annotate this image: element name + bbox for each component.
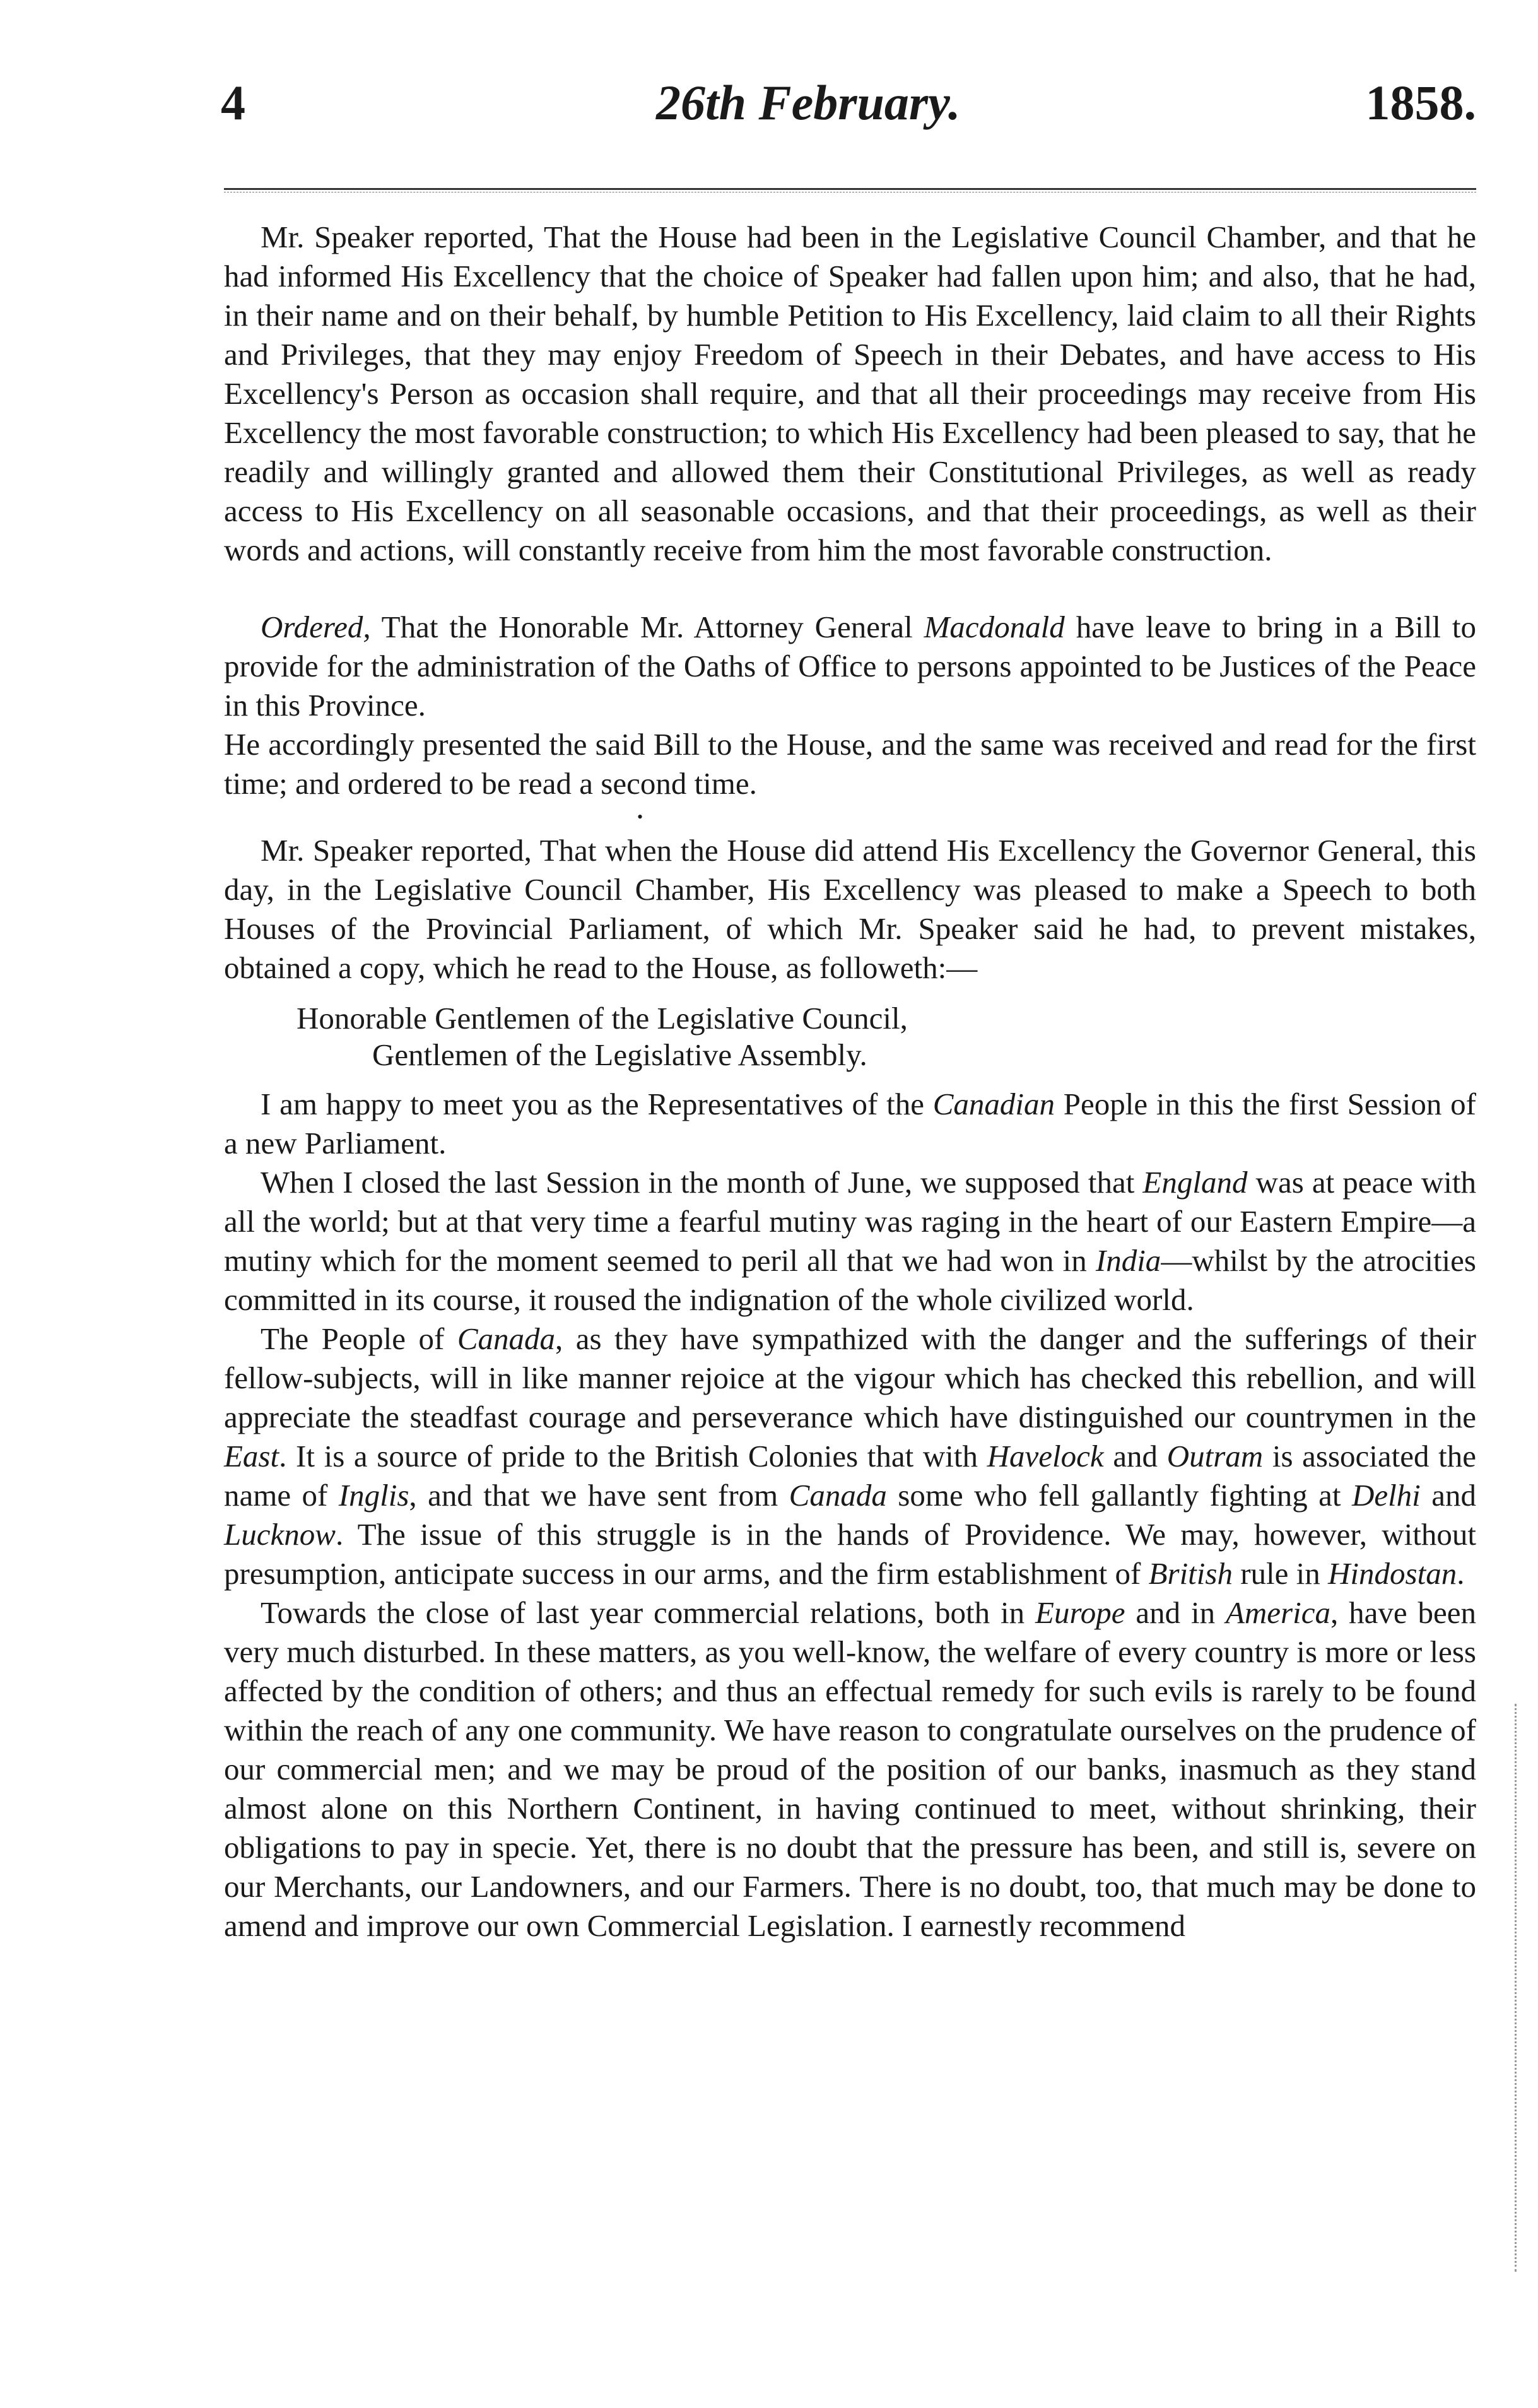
- running-header: [221, 74, 1476, 131]
- speech-text: [224, 1085, 1476, 1945]
- paragraph-bill-presented: He accordingly presented the said Bill to the House, and the same was received and read for the first time; and ordered to be read a second time.: [224, 727, 1476, 801]
- salutation-assembly: Gentlemen of the Legislative Assembly.: [372, 1037, 867, 1072]
- paragraph-speaker-report: Mr. Speaker reported, That the House had been in the Legislative Council Chamber, and that he had informed His Excellency that the choice of Speaker had fallen upon him; and also, that he had, in their name and on their behalf, by humble Petition to His Excellency, laid claim to all their Rights and Privileges, that they may enjoy Freedom of Speech in their Debates, and have access to His Excellency's Person as occasion shall require, and that all their proceedings may receive from His Excellency the most favorable construction; to which His Excellency had been pleased to say, that he readily and willingly granted and allowed them their Constitutional Privileges, as well as ready access to His Excellency on all seasonable occasions, and that their proceedings, as well as their words and actions, will constantly receive from him the most favorable construction.: [224, 220, 1476, 567]
- speech-paragraph-2: When I closed the last Session in the month of June, we supposed that England was at peace with all the world; but at that very time a fearful mutiny was raging in the heart of our Eastern Empire—a mutiny which for the moment seemed to peril all that we had won in India—whilst by the atrocities committed in its course, it roused the indignation of the whole civilized world.: [224, 1165, 1476, 1317]
- margin-dots-decoration: [1515, 1704, 1525, 2272]
- speech-paragraph-3: The People of Canada, as they have sympathized with the danger and the sufferings of their fellow-subjects, will in like manner rejoice at the vigour which has checked this rebellion, and will appreciate the steadfast courage and perseverance which have distinguished our countrymen in the East. It is a source of pride to the British Colonies that with Havelock and Outram is associated the name of Inglis, and that we have sent from Canada some who fell gallantly fighting at Delhi and Lucknow. The issue of this struggle is in the hands of Providence. We may, however, without presumption, anticipate success in our arms, and the firm establishment of British rule in Hindostan.: [224, 1321, 1477, 1591]
- speech-paragraph-4: Towards the close of last year commercial relations, both in Europe and in America, have been very much disturbed. In these matters, as you well-know, the welfare of every country is more or less affected by the condition of others; and thus an effectual remedy for such evils is rarely to be found within the reach of any one community. We have reason to congratulate ourselves on the prudence of our commercial men; and we may be proud of the position of our banks, inasmuch as they stand almost alone on this Northern Continent, in having continued to meet, without shrinking, their obligations to pay in specie. Yet, there is no doubt that the pressure has been, and still is, severe on our Merchants, our Landowners, and our Farmers. There is no doubt, too, that much may be done to amend and improve our own Commercial Legislation. I earnestly recommend: [224, 1595, 1476, 1943]
- paragraph-speech-report: Mr. Speaker reported, That when the House did attend His Excellency the Governor General, this day, in the Legislative Council Chamber, His Excellency was pleased to make a Speech to both Houses of the Provincial Parliament, of which Mr. Speaker said he had, to prevent mistakes, obtained a copy, which he read to the House, as followeth:—: [224, 833, 1476, 985]
- header-year: 1858.: [1365, 75, 1476, 130]
- speech-paragraph-1: I am happy to meet you as the Representatives of the Canadian People in this the first Session of a new Parliament.: [224, 1087, 1476, 1160]
- page-number: 4: [221, 75, 245, 130]
- header-date: 26th February.: [656, 75, 961, 130]
- header-rule: [224, 188, 1476, 190]
- page-body: [224, 218, 1476, 1945]
- name-macdonald: Macdonald: [924, 610, 1065, 644]
- salutation-council: Honorable Gentlemen of the Legislative Council,: [296, 1001, 908, 1036]
- bullet-mark: •: [637, 808, 643, 826]
- paragraph-ordered: Ordered, That the Honorable Mr. Attorney General Macdonald have leave to bring in a Bill to provide for the administration of the Oaths of Office to persons appointed to be Justices of the Peace in this Province.: [224, 610, 1476, 723]
- ordered-label: Ordered,: [261, 610, 371, 644]
